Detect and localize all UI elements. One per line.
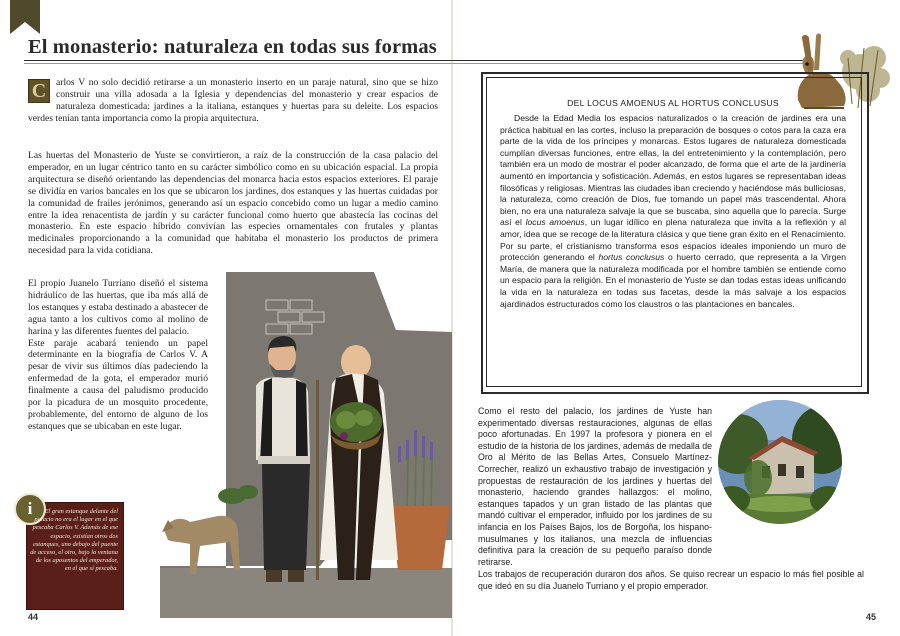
right-paragraph-restauraciones: Como el resto del palacio, los jardines de Yuste han experimentado diversas restauraciones, algunas de ellas poco afortunadas. En 1997 la profesora y pionera en el estudio de la historia de los jardines, además de medalla de Oro al Mérito de las Bellas Artes, Consuelo Martínez-Correcher, realizó un exhaustivo trabajo de investigación y propuestas de restauración de los jardines y huertas del monasterio, haciendo grandes hallazgos: el molino, estanques tapados y un gran listado de las plantas que mandó cultivar el emperador, influido por los jardines de su infancia en los Países Bajos, los de Borgoña, los hispano-musulmanes y los italianos, una mezcla de influencias definitiva para la creación de su pequeño paraíso donde retirarse. [478,406,712,567]
sidebar-text-part2: , un lugar idílico en plena naturaleza que invita a la reflexión y al amor, idea que se recoge de la literatura clásica y que tiene gran éxito en el Renacimiento. Por su parte, el cristianismo transforma esos espacios ideales imponiendo un muro de protección generando el [500,217,846,263]
emperor-monk-illustration [160,270,452,618]
paragraph-turriano: El propio Juanelo Turriano diseñó el sistema hidráulico de las huertas, que iba más allá de los estanques y estaba destinado a abastecer de agua tanto a los cultivos como al molino de harina y las diferentes fuentes del palacio. [28,278,208,337]
sidebar-heading: DEL LOCUS AMOENUS AL HORTUS CONCLUSUS [567,98,779,108]
info-icon: i [14,493,46,525]
title-rule-secondary [24,63,804,64]
sidebar-italic-locus: locus amoenus [525,217,585,228]
page-number-right: 45 [866,612,877,622]
sidebar-italic-hortus: hortus conclusus [598,252,665,263]
sidebar-text-part1: Desde la Edad Media los espacios naturalizados o la creación de jardines era una práctica habitual en las cortes, incluso la preparación de bosques o cotos para la caza era parte de la vida de los príncipes y monarcas. Estos lugares de naturaleza domesticada cumplían diversas funciones, entre ellas, la del entretenimiento y la contemplación, pero también era un modo de mostrar el poder alcanzado, de forma que el arte de la jardinería aumentó en importancia y sofisticación. Además, en estos lugares se representaban ideas filosóficas y religiosas. Mientras las ciudades iban creciendo y haciéndose más bulliciosas, la naturaleza, como creación de Dios, fue tomando un papel más trascendental. Ahora bien, no era una naturaleza salvaje la que se buscaba, sino aquella que lo parecía. Surge así el [500,113,846,228]
sidebar-text [500,113,846,310]
info-box-text: El gran estanque delante del palacio no era el lugar en el que pescaba Carlos V. Además de ese espacio, existían otros dos estanques, uno debajo del puente de acceso, el otro, bajo la ventana de los aposentos del emperador, en el que sí pescaba. [30,508,118,573]
dropcap-letter: C [28,79,50,103]
title-rule [24,60,804,61]
right-paragraph-closing: Los trabajos de recuperación duraron dos años. Se quiso recrear un espacio lo más fiel posible al que ideó en su día Juanelo Turriano y el propio emperador. [478,569,864,591]
intro-paragraph [28,77,438,125]
sidebar-text-part3: o huerto cerrado, que representa a la Virgen María, de manera que la naturaleza modificada por el hombre también se entiende como un espacio para la religión. En el monasterio de Yuste se dan todas estas ideas unificando la vida en la naturaleza en todas sus facetas, desde la más salvaje a los espacios ajardinados estructurados como los claustros o las plantaciones en bancales. [500,252,846,309]
intro-text: arlos V no solo decidió retirarse a un monasterio inserto en un paraje natural, sino que se hizo construir una villa adosada a la Iglesia y dependencias del monasterio y crear espacios de naturaleza domesticada: jardines a la italiana, estanques y huertas para su deleite. Los espacios verdes tenían tanta importancia como la propia arquitectura. [28,77,438,124]
bookmark-icon [10,0,40,34]
paragraph-huertas: Las huertas del Monasterio de Yuste se convirtieron, a raíz de la construcción de la casa palacio del emperador, en un lugar céntrico tanto en su carácter simbólico como en su ubicación espacial. La propia arquitectura se diseñó orientando las dependencias del monarca hacia estos espacios exteriores. El paraje se dividía en varios bancales en los que se ubicaron los jardines, dos estanques y las huertas cuidadas por la comunidad de frailes jerónimos, generando así un espacio concebido como un lugar a medio camino entre la idea renacentista de jardín y su carácter funcional como huerto que abastecía las cocinas del monasterio. En este espacio híbrido convivían las especies ornamentales con frutales y plantas medicinales proporcionando a la comunidad que habitaba el monasterio los productos de primera necesidad para la vida cotidiana. [28,150,438,257]
paragraph-paludismo: Este paraje acabará teniendo un papel determinante en la biografía de Carlos V. A pesar de vivir sus últimos días padeciendo la enfermedad de la gota, el emperador murió finalmente a causa del paludismo producido por la picadura de un mosquito procedente, probablemente, del entorno de alguno de los estanques que se ubicaban en este lugar. [28,337,208,432]
garden-house-photo [718,400,842,524]
page-title: El monasterio: naturaleza en todas sus formas [28,36,437,58]
page-number-left: 44 [28,612,39,622]
